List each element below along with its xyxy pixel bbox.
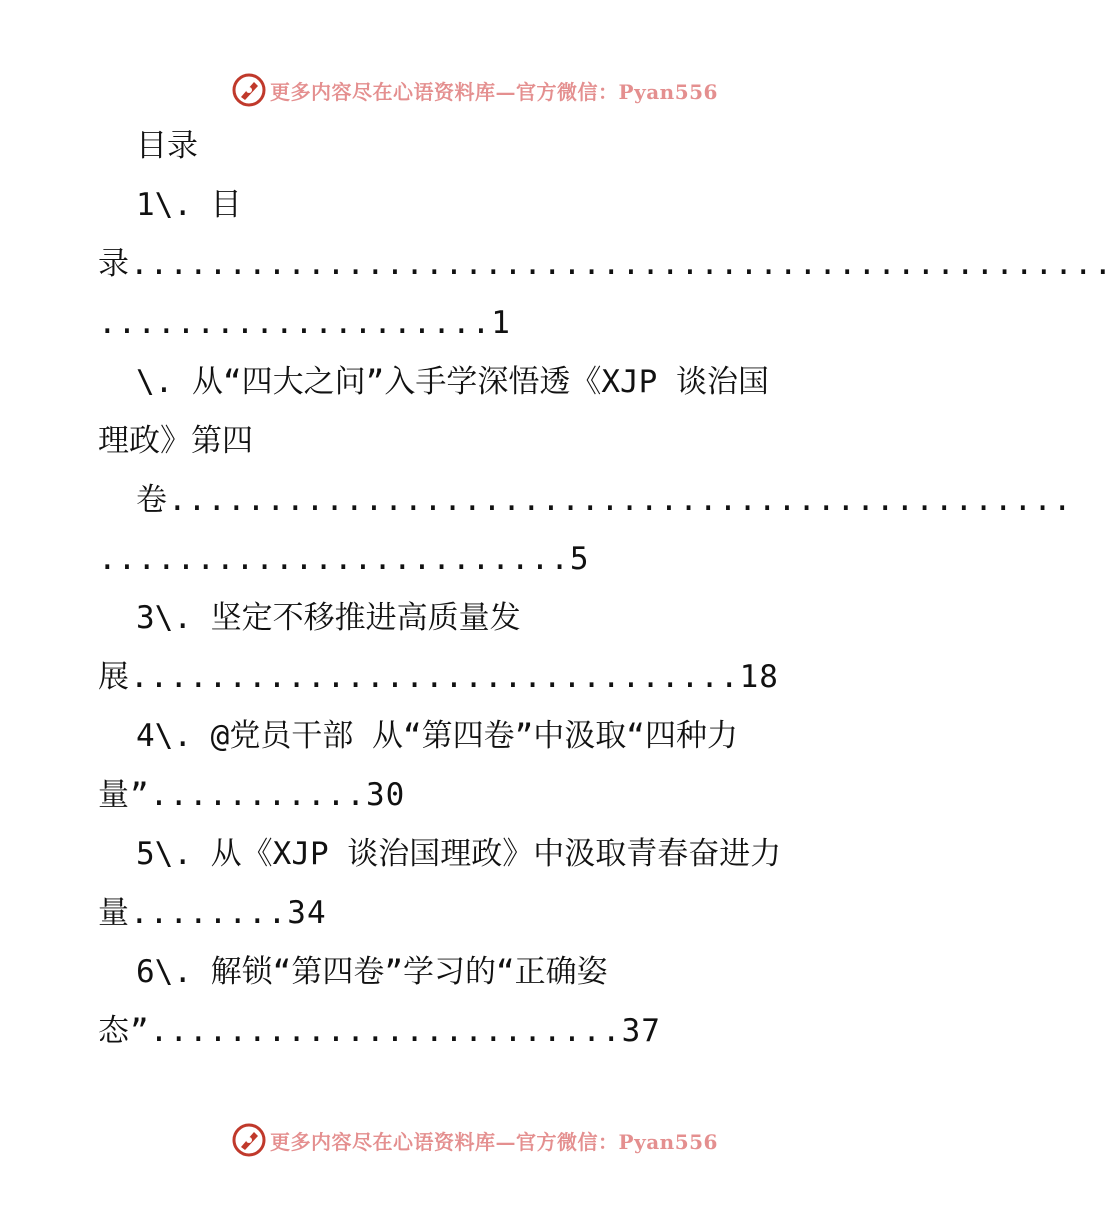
toc-line: 录.................................................. [98,246,1113,282]
footer-banner-text: 更多内容尽在心语资料库—官方微信：Pyan556 [270,1129,718,1154]
toc-title: 目录 [136,128,198,164]
header-banner-text: 更多内容尽在心语资料库—官方微信：Pyan556 [270,79,718,104]
footer-banner [0,1120,950,1160]
toc-line: 3\. 坚定不移推进高质量发 [136,600,521,636]
toc-line: ........................5 [98,541,590,577]
pen-logo-icon [232,73,266,107]
toc-line: 卷.............................................. [136,482,1073,518]
toc-line: 量........34 [98,895,327,931]
toc-line: 量”...........30 [98,777,406,813]
toc-line: 5\. 从《XJP 谈治国理政》中汲取青春奋进力 [136,836,782,872]
toc-line: \. 从“四大之问”入手学深悟透《XJP 谈治国 [136,364,769,400]
toc-line: 展...............................18 [98,659,779,695]
header-banner [0,70,950,110]
table-of-contents [98,117,1113,1061]
pen-logo-icon [232,1123,266,1157]
toc-line: ....................1 [98,305,511,341]
toc-line: 1\. 目 [136,187,242,223]
toc-line: 4\. @党员干部 从“第四卷”中汲取“四种力 [136,718,738,754]
toc-line: 理政》第四 [98,423,253,459]
toc-line: 态”........................37 [98,1013,661,1049]
toc-line: 6\. 解锁“第四卷”学习的“正确姿 [136,954,608,990]
